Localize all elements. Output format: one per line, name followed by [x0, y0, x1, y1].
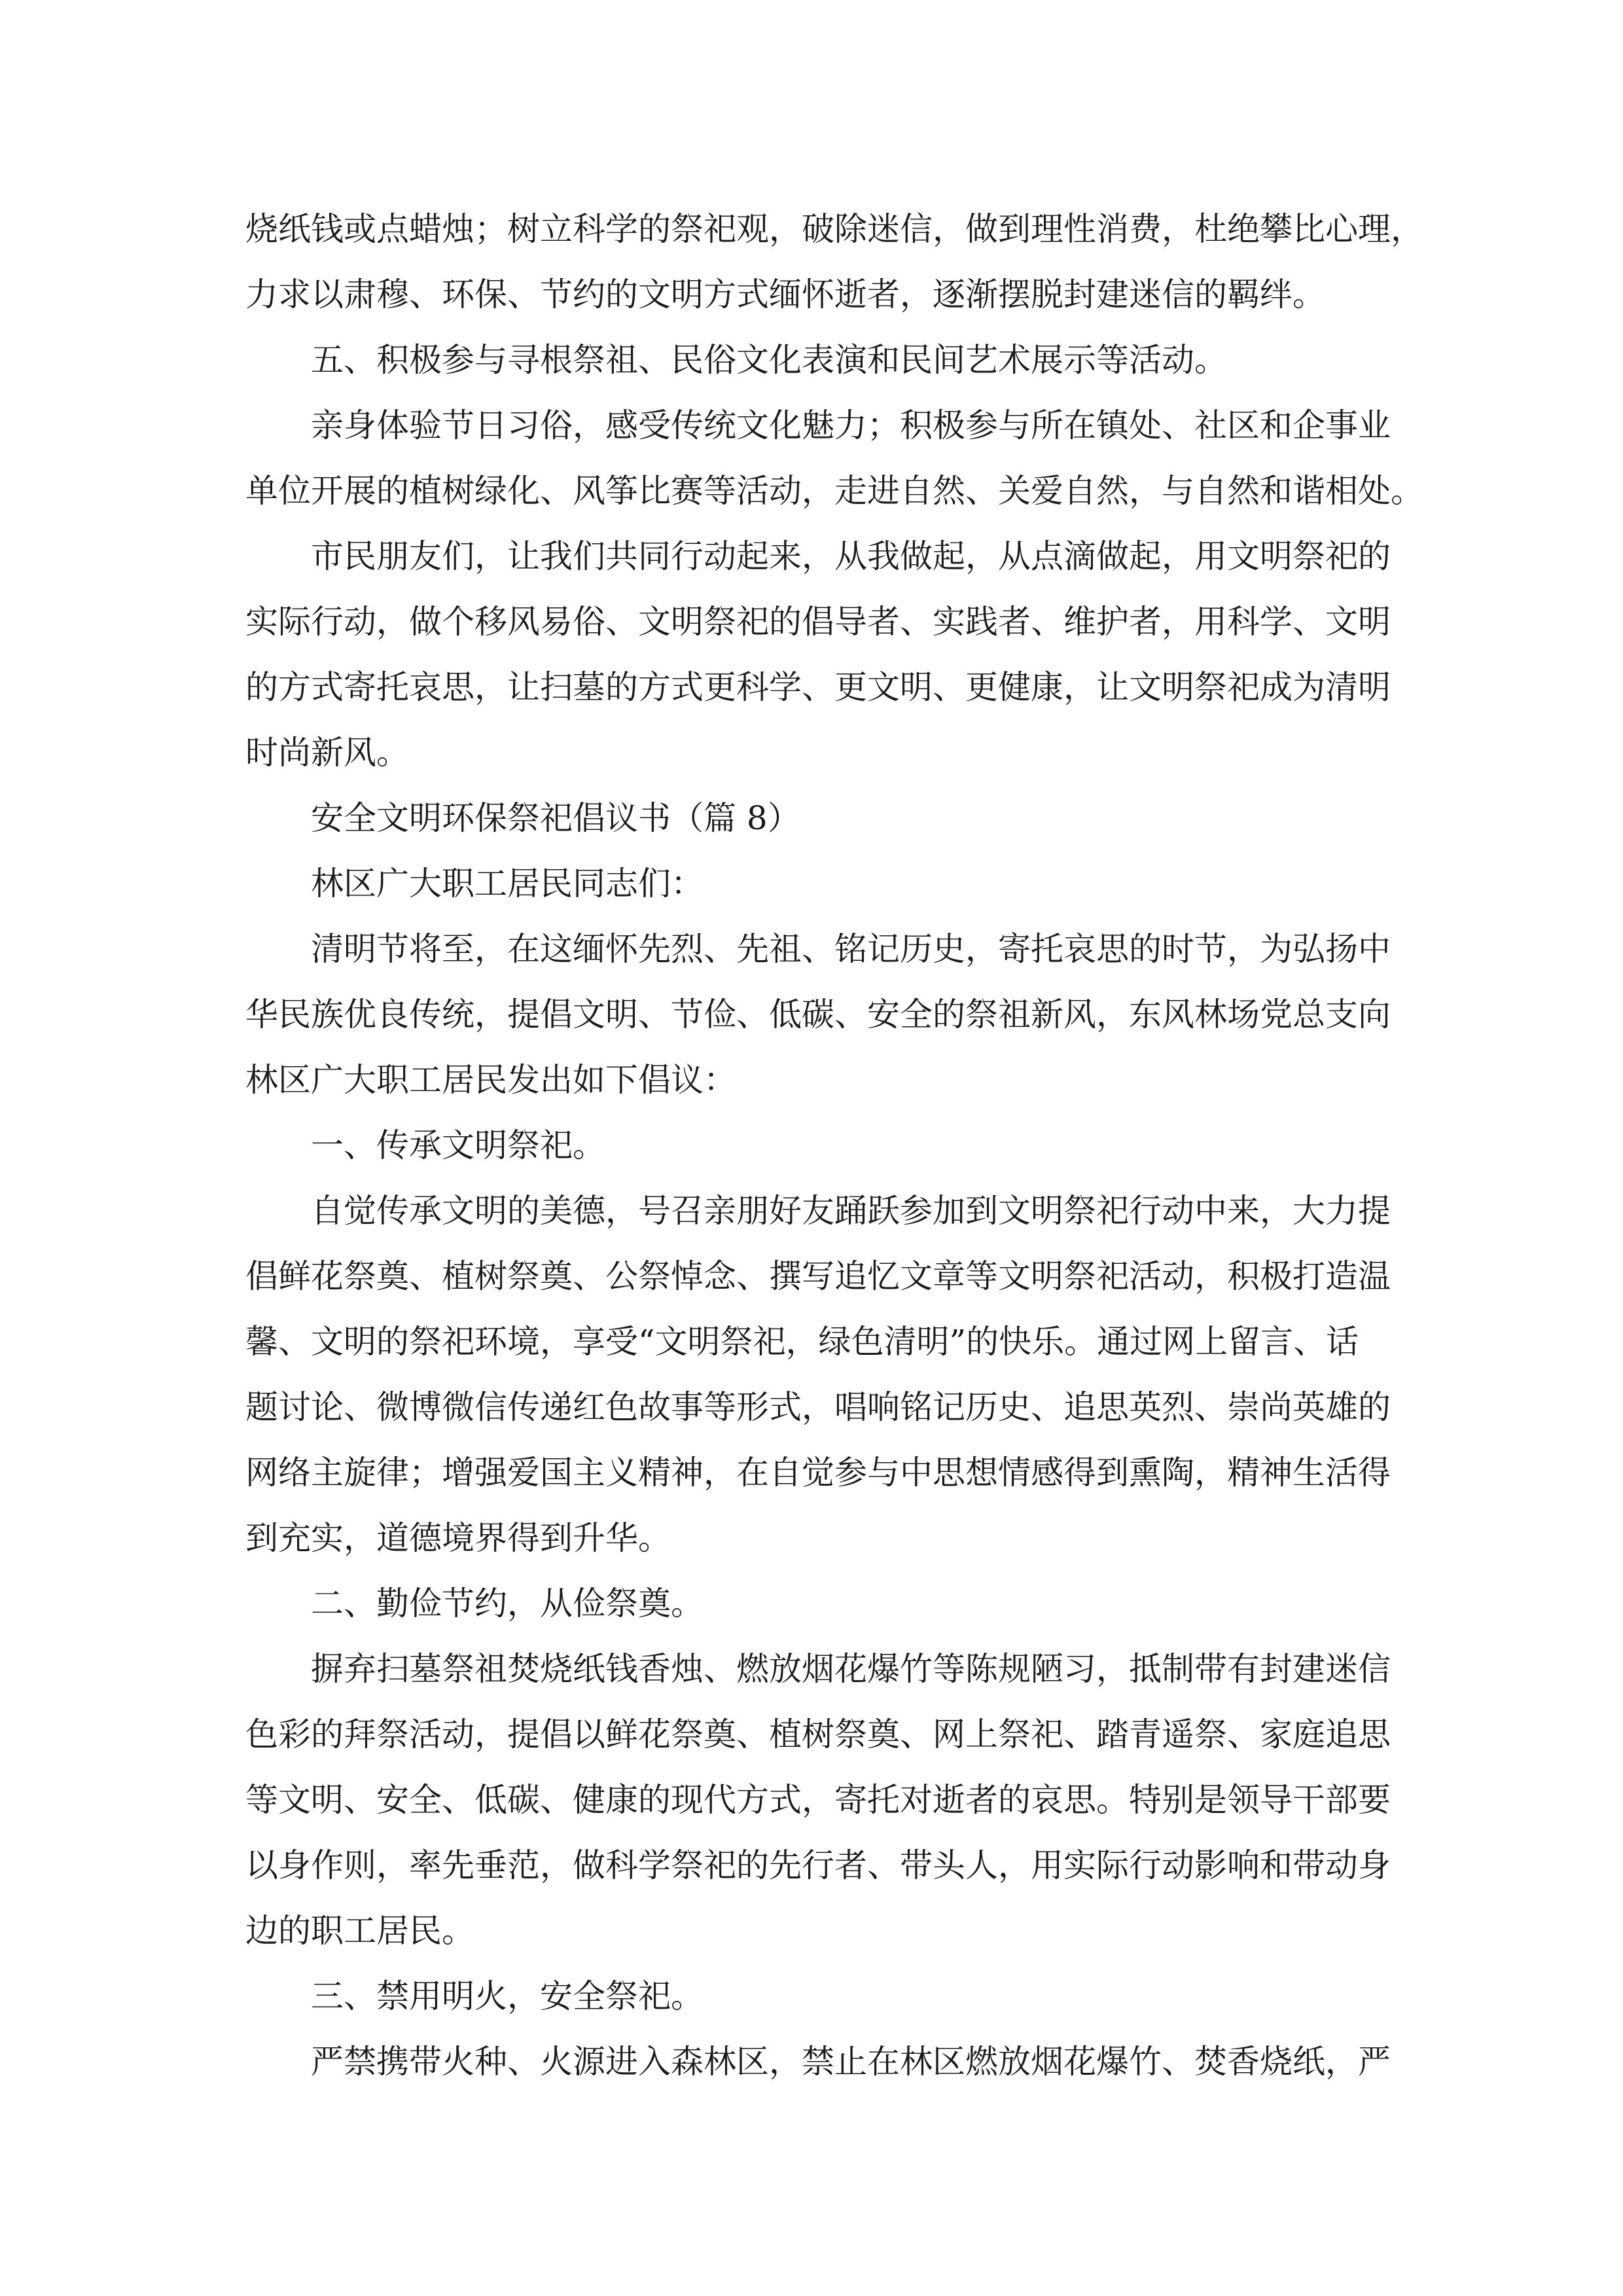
document-title: 安全文明环保祭祀倡议书（篇 8）: [311, 799, 800, 837]
text-line: 色彩的拜祭活动，提倡以鲜花祭奠、植树祭奠、网上祭祀、踏青遥祭、家庭追思: [245, 1715, 1391, 1753]
text-line: 边的职工居民。: [245, 1912, 474, 1950]
text-line: 馨、文明的祭祀环境，享受“文明祭祀，绿色清明”的快乐。通过网上留言、话: [245, 1323, 1359, 1361]
text-line: 等文明、安全、低碳、健康的现代方式，寄托对逝者的哀思。特别是领导干部要: [245, 1781, 1391, 1819]
section-heading: 二、勤俭节约，从俭祭奠。: [311, 1585, 704, 1623]
section-heading: 五、积极参与寻根祭祖、民俗文化表演和民间艺术展示等活动。: [311, 341, 1227, 379]
text-line: 林区广大职工居民发出如下倡议：: [245, 1061, 736, 1099]
text-line: 自觉传承文明的美德，号召亲朋好友踊跃参加到文明祭祀行动中来，大力提: [311, 1192, 1391, 1230]
text-line: 网络主旋律；增强爱国主义精神，在自觉参与中思想情感得到熏陶，精神生活得: [245, 1454, 1391, 1492]
salutation: 林区广大职工居民同志们：: [311, 865, 704, 903]
text-line: 的方式寄托哀思，让扫墓的方式更科学、更文明、更健康，让文明祭祀成为清明: [245, 668, 1391, 706]
text-line: 题讨论、微博微信传递红色故事等形式，唱响铭记历史、追思英烈、崇尚英雄的: [245, 1388, 1391, 1426]
section-heading: 三、禁用明火，安全祭祀。: [311, 1977, 704, 2015]
text-line: 实际行动，做个移风易俗、文明祭祀的倡导者、实践者、维护者，用科学、文明: [245, 603, 1391, 641]
text-line: 单位开展的植树绿化、风筝比赛等活动，走进自然、关爱自然，与自然和谐相处。: [245, 472, 1423, 510]
text-line: 清明节将至，在这缅怀先烈、先祖、铭记历史，寄托哀思的时节，为弘扬中: [311, 930, 1391, 968]
text-line: 摒弃扫墓祭祖焚烧纸钱香烛、燃放烟花爆竹等陈规陋习，抵制带有封建迷信: [311, 1650, 1391, 1688]
text-line: 亲身体验节日习俗，感受传统文化魅力；积极参与所在镇处、社区和企事业: [311, 406, 1391, 444]
text-line: 时尚新风。: [245, 734, 409, 772]
section-heading: 一、传承文明祭祀。: [311, 1126, 605, 1164]
text-line: 严禁携带火种、火源进入森林区，禁止在林区燃放烟花爆竹、焚香烧纸，严: [311, 2043, 1391, 2081]
text-line: 华民族优良传统，提倡文明、节俭、低碳、安全的祭祖新风，东风林场党总支向: [245, 996, 1391, 1033]
text-line: 到充实，道德境界得到升华。: [245, 1519, 671, 1557]
text-line: 市民朋友们，让我们共同行动起来，从我做起，从点滴做起，用文明祭祀的: [311, 537, 1391, 575]
text-line: 力求以肃穆、环保、节约的文明方式缅怀逝者，逐渐摆脱封建迷信的羁绊。: [245, 276, 1325, 314]
text-line: 以身作则，率先垂范，做科学祭祀的先行者、带头人，用实际行动影响和带动身: [245, 1846, 1391, 1884]
text-line: 倡鲜花祭奠、植树祭奠、公祭悼念、撰写追忆文章等文明祭祀活动，积极打造温: [245, 1257, 1391, 1295]
text-line: 烧纸钱或点蜡烛；树立科学的祭祀观，破除迷信，做到理性消费，杜绝攀比心理，: [245, 210, 1423, 248]
